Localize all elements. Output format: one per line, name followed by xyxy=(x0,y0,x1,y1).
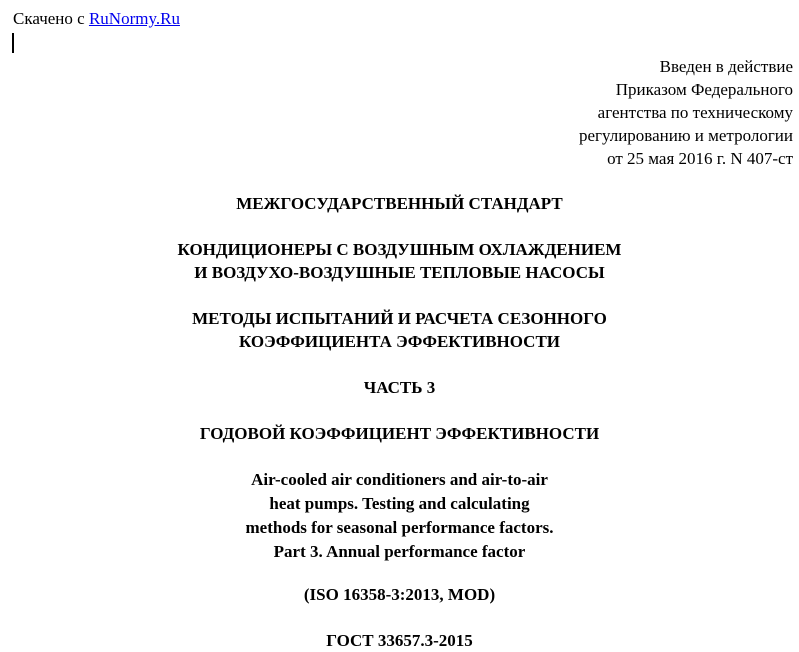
standard-title-line: КОНДИЦИОНЕРЫ С ВОЗДУШНЫМ ОХЛАЖДЕНИЕМ xyxy=(177,240,622,259)
source-line xyxy=(13,8,180,30)
source-prefix: Скачено с xyxy=(13,9,89,28)
standard-type-text: МЕЖГОСУДАРСТВЕННЫЙ СТАНДАРТ xyxy=(236,194,563,213)
approval-line: регулированию и метрологии xyxy=(578,126,793,145)
gost-number xyxy=(0,629,799,652)
source-link[interactable]: RuNormy.Ru xyxy=(88,9,180,28)
english-title-line: heat pumps. Testing and calculating xyxy=(269,494,530,513)
approval-line: от 25 мая 2016 г. N 407-ст xyxy=(607,149,793,168)
english-title xyxy=(0,468,799,564)
standard-type xyxy=(0,192,799,215)
iso-reference xyxy=(0,583,799,606)
standard-subtitle-line: КОЭФФИЦИЕНТА ЭФФЕКТИВНОСТИ xyxy=(238,332,561,351)
gost-number-text: ГОСТ 33657.3-2015 xyxy=(326,631,473,650)
english-title-line: methods for seasonal performance factors. xyxy=(245,518,554,537)
iso-reference-text: (ISO 16358-3:2013, MOD) xyxy=(303,585,496,604)
english-title-line: Part 3. Annual performance factor xyxy=(273,542,526,561)
part-title xyxy=(0,422,799,445)
standard-subtitle xyxy=(0,307,799,353)
standard-title xyxy=(0,238,799,284)
approval-line: Введен в действие xyxy=(659,57,793,76)
part-heading xyxy=(0,376,799,399)
text-cursor xyxy=(12,33,14,53)
standard-title-line: И ВОЗДУХО-ВОЗДУШНЫЕ ТЕПЛОВЫЕ НАСОСЫ xyxy=(194,263,605,282)
approval-line: Приказом Федерального xyxy=(615,80,793,99)
part-title-text: ГОДОВОЙ КОЭФФИЦИЕНТ ЭФФЕКТИВНОСТИ xyxy=(199,424,600,443)
english-title-line: Air-cooled air conditioners and air-to-air xyxy=(251,470,548,489)
part-number: ЧАСТЬ 3 xyxy=(363,378,436,397)
approval-block xyxy=(579,55,793,170)
standard-subtitle-line: МЕТОДЫ ИСПЫТАНИЙ И РАСЧЕТА СЕЗОННОГО xyxy=(192,309,607,328)
approval-line: агентства по техническому xyxy=(597,103,793,122)
